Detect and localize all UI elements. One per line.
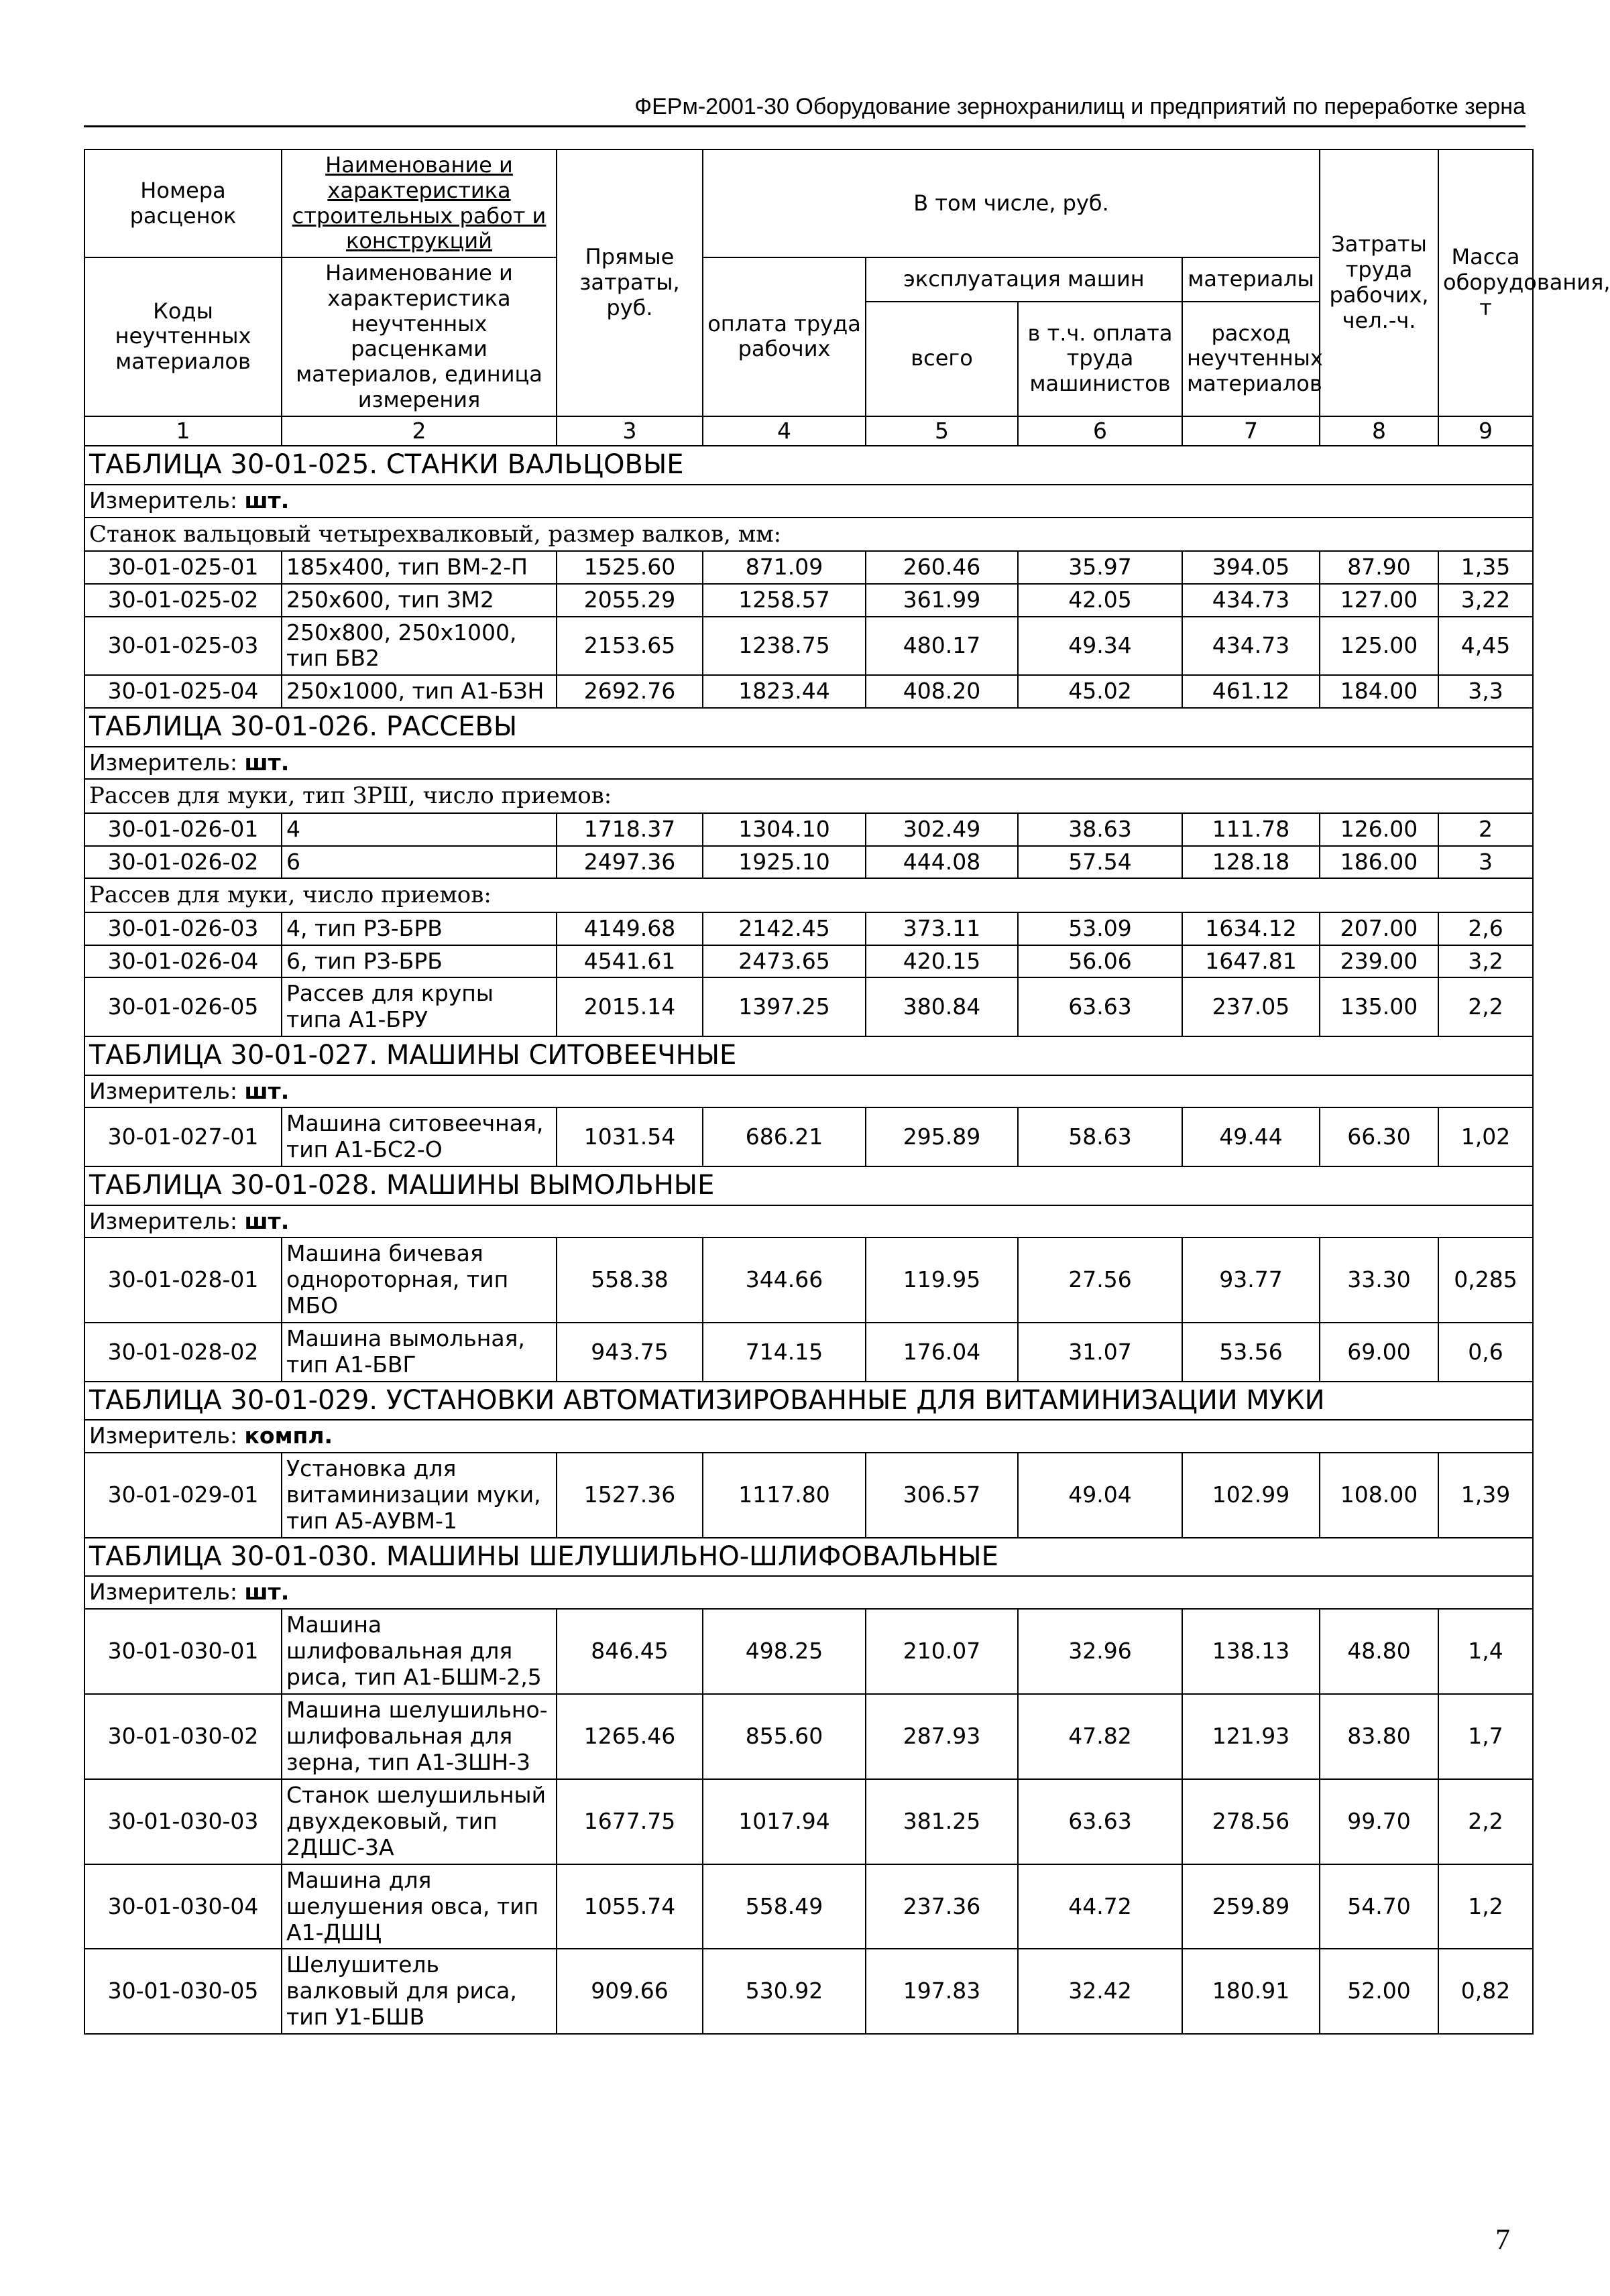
value-c3: 1677.75 (557, 1779, 703, 1864)
column-number: 7 (1182, 416, 1320, 446)
value-c8: 54.70 (1320, 1864, 1438, 1949)
value-c5: 444.08 (866, 846, 1018, 879)
value-c7: 237.05 (1182, 977, 1320, 1036)
value-c5: 306.57 (866, 1453, 1018, 1538)
value-c7: 1634.12 (1182, 912, 1320, 945)
value-c9: 2,6 (1438, 912, 1533, 945)
group-heading-row (84, 518, 1533, 551)
rate-code: 30-01-030-02 (84, 1694, 282, 1779)
value-c5: 361.99 (866, 584, 1018, 617)
section-title-row (84, 708, 1533, 746)
table-row (84, 617, 1533, 676)
value-c6: 32.42 (1018, 1949, 1182, 2034)
table-row (84, 945, 1533, 978)
section-unit (84, 1576, 1533, 1609)
value-c7: 1647.81 (1182, 945, 1320, 978)
column-number: 8 (1320, 416, 1438, 446)
value-c7: 278.56 (1182, 1779, 1320, 1864)
rate-code: 30-01-027-01 (84, 1107, 282, 1166)
work-name: 250х1000, тип А1-БЗН (282, 675, 557, 708)
work-name: Шелушитель валковый для риса, тип У1-БШВ (282, 1949, 557, 2034)
col6-header: в т.ч. оплата труда машинистов (1018, 302, 1182, 416)
value-c6: 47.82 (1018, 1694, 1182, 1779)
value-c5: 480.17 (866, 617, 1018, 676)
col3-header: Прямые затраты, руб. (557, 149, 703, 416)
value-c5: 381.25 (866, 1779, 1018, 1864)
work-name: Машина для шелушения овса, тип А1-ДШЦ (282, 1864, 557, 1949)
table-row (84, 912, 1533, 945)
section-unit (84, 747, 1533, 780)
value-c9: 3 (1438, 846, 1533, 879)
value-c8: 69.00 (1320, 1323, 1438, 1382)
column-number: 1 (84, 416, 282, 446)
value-c7: 121.93 (1182, 1694, 1320, 1779)
value-c6: 53.09 (1018, 912, 1182, 945)
table-row (84, 584, 1533, 617)
col5-header: всего (866, 302, 1018, 416)
value-c6: 56.06 (1018, 945, 1182, 978)
section-title-row (84, 1538, 1533, 1576)
value-c4: 1304.10 (703, 813, 866, 846)
section-title: ТАБЛИЦА 30-01-025. СТАНКИ ВАЛЬЦОВЫЕ (84, 446, 1533, 484)
value-c4: 498.25 (703, 1609, 866, 1694)
value-c7: 180.91 (1182, 1949, 1320, 2034)
rate-code: 30-01-029-01 (84, 1453, 282, 1538)
col1-top-header: Номера расценок (84, 149, 282, 257)
unit-label: Измеритель: (89, 487, 238, 513)
col7-header: расход неучтенных материалов (1182, 302, 1320, 416)
col8-header: Затраты труда рабочих, чел.-ч. (1320, 149, 1438, 416)
section-unit-row (84, 1576, 1533, 1609)
materials-header: материалы (1182, 257, 1320, 302)
unit-label: Измеритель: (89, 1579, 238, 1606)
table-row (84, 1864, 1533, 1949)
section-unit-row (84, 485, 1533, 518)
value-c4: 714.15 (703, 1323, 866, 1382)
section-title-row (84, 1382, 1533, 1420)
value-c5: 380.84 (866, 977, 1018, 1036)
value-c3: 2153.65 (557, 617, 703, 676)
value-c9: 1,4 (1438, 1609, 1533, 1694)
value-c6: 58.63 (1018, 1107, 1182, 1166)
value-c8: 83.80 (1320, 1694, 1438, 1779)
column-number: 6 (1018, 416, 1182, 446)
value-c6: 32.96 (1018, 1609, 1182, 1694)
norms-table (84, 149, 1610, 2035)
work-name: 185х400, тип ВМ-2-П (282, 551, 557, 584)
value-c4: 1017.94 (703, 1779, 866, 1864)
value-c5: 302.49 (866, 813, 1018, 846)
value-c8: 87.90 (1320, 551, 1438, 584)
unit-value: компл. (244, 1423, 333, 1449)
value-c7: 111.78 (1182, 813, 1320, 846)
value-c3: 1031.54 (557, 1107, 703, 1166)
value-c8: 127.00 (1320, 584, 1438, 617)
section-unit-row (84, 1205, 1533, 1238)
value-c8: 239.00 (1320, 945, 1438, 978)
section-title: ТАБЛИЦА 30-01-030. МАШИНЫ ШЕЛУШИЛЬНО-ШЛИФОВАЛЬНЫЕ (84, 1538, 1533, 1576)
value-c7: 93.77 (1182, 1237, 1320, 1323)
unit-value: шт. (244, 1579, 290, 1606)
value-c9: 2,2 (1438, 1779, 1533, 1864)
table-row (84, 675, 1533, 708)
value-c4: 530.92 (703, 1949, 866, 2034)
work-name: 6 (282, 846, 557, 879)
value-c7: 461.12 (1182, 675, 1320, 708)
rate-code: 30-01-030-03 (84, 1779, 282, 1864)
value-c9: 0,6 (1438, 1323, 1533, 1382)
table-row (84, 1323, 1533, 1382)
value-c3: 2497.36 (557, 846, 703, 879)
rate-code: 30-01-030-04 (84, 1864, 282, 1949)
value-c8: 135.00 (1320, 977, 1438, 1036)
value-c3: 1055.74 (557, 1864, 703, 1949)
value-c3: 4149.68 (557, 912, 703, 945)
value-c6: 27.56 (1018, 1237, 1182, 1323)
work-name: Машина шлифовальная для риса, тип А1-БШМ-2,5 (282, 1609, 557, 1694)
col1-bottom-header: Коды неучтенных материалов (84, 257, 282, 416)
value-c4: 686.21 (703, 1107, 866, 1166)
section-title: ТАБЛИЦА 30-01-027. МАШИНЫ СИТОВЕЕЧНЫЕ (84, 1036, 1533, 1075)
value-c9: 4,45 (1438, 617, 1533, 676)
value-c5: 176.04 (866, 1323, 1018, 1382)
work-name: 6, тип РЗ-БРБ (282, 945, 557, 978)
value-c8: 52.00 (1320, 1949, 1438, 2034)
rate-code: 30-01-030-01 (84, 1609, 282, 1694)
work-name: Машина вымольная, тип А1-БВГ (282, 1323, 557, 1382)
unit-value: шт. (244, 1207, 290, 1234)
value-c5: 295.89 (866, 1107, 1018, 1166)
work-name: Станок шелушильный двухдековый, тип 2ДШС-3А (282, 1779, 557, 1864)
value-c8: 48.80 (1320, 1609, 1438, 1694)
value-c6: 31.07 (1018, 1323, 1182, 1382)
rate-code: 30-01-026-05 (84, 977, 282, 1036)
work-name: Машина ситовеечная, тип А1-БС2-О (282, 1107, 557, 1166)
section-unit-row (84, 1075, 1533, 1108)
work-name: Машина шелушильно-шлифовальная для зерна, тип А1-ЗШН-3 (282, 1694, 557, 1779)
value-c6: 49.04 (1018, 1453, 1182, 1538)
unit-label: Измеритель: (89, 1423, 238, 1449)
col9-header: Масса оборудования, т (1438, 149, 1533, 416)
value-c9: 3,22 (1438, 584, 1533, 617)
column-number-row (84, 416, 1533, 446)
value-c9: 1,35 (1438, 551, 1533, 584)
table-row (84, 1949, 1533, 2034)
value-c3: 1525.60 (557, 551, 703, 584)
page-header-title: ФЕРм-2001-30 Оборудование зернохранилищ и предприятий по переработке зерна (634, 94, 1526, 119)
group-heading-row (84, 779, 1533, 812)
section-title: ТАБЛИЦА 30-01-029. УСТАНОВКИ АВТОМАТИЗИРОВАННЫЕ ДЛЯ ВИТАМИНИЗАЦИИ МУКИ (84, 1382, 1533, 1420)
value-c4: 1925.10 (703, 846, 866, 879)
rate-code: 30-01-026-03 (84, 912, 282, 945)
section-unit (84, 1075, 1533, 1108)
col4-header: оплата труда рабочих (703, 257, 866, 416)
value-c9: 3,2 (1438, 945, 1533, 978)
section-title: ТАБЛИЦА 30-01-026. РАССЕВЫ (84, 708, 1533, 746)
rate-code: 30-01-025-02 (84, 584, 282, 617)
value-c9: 0,285 (1438, 1237, 1533, 1323)
value-c7: 128.18 (1182, 846, 1320, 879)
value-c3: 943.75 (557, 1323, 703, 1382)
value-c4: 1238.75 (703, 617, 866, 676)
section-unit (84, 485, 1533, 518)
work-name: 250х600, тип ЗМ2 (282, 584, 557, 617)
value-c4: 1117.80 (703, 1453, 866, 1538)
value-c4: 855.60 (703, 1694, 866, 1779)
value-c8: 184.00 (1320, 675, 1438, 708)
value-c8: 186.00 (1320, 846, 1438, 879)
machines-header: эксплуатация машин (866, 257, 1182, 302)
rate-code: 30-01-025-04 (84, 675, 282, 708)
work-name: Установка для витаминизации муки, тип А5-АУВМ-1 (282, 1453, 557, 1538)
rate-code: 30-01-025-01 (84, 551, 282, 584)
value-c7: 138.13 (1182, 1609, 1320, 1694)
value-c8: 66.30 (1320, 1107, 1438, 1166)
value-c6: 35.97 (1018, 551, 1182, 584)
value-c9: 1,02 (1438, 1107, 1533, 1166)
value-c6: 45.02 (1018, 675, 1182, 708)
value-c9: 1,39 (1438, 1453, 1533, 1538)
column-number: 9 (1438, 416, 1533, 446)
section-unit-row (84, 747, 1533, 780)
value-c4: 1823.44 (703, 675, 866, 708)
value-c5: 408.20 (866, 675, 1018, 708)
group-heading: Станок вальцовый четырехвалковый, размер валков, мм: (84, 518, 1533, 551)
work-name: Машина бичевая однороторная, тип МБО (282, 1237, 557, 1323)
unit-label: Измеритель: (89, 1077, 238, 1104)
value-c3: 558.38 (557, 1237, 703, 1323)
value-c3: 2692.76 (557, 675, 703, 708)
table-row (84, 846, 1533, 879)
table-row (84, 1453, 1533, 1538)
section-unit-row (84, 1420, 1533, 1453)
value-c6: 63.63 (1018, 977, 1182, 1036)
section-title-row (84, 1036, 1533, 1075)
value-c3: 1718.37 (557, 813, 703, 846)
value-c6: 38.63 (1018, 813, 1182, 846)
value-c4: 558.49 (703, 1864, 866, 1949)
value-c8: 33.30 (1320, 1237, 1438, 1323)
value-c3: 1527.36 (557, 1453, 703, 1538)
value-c3: 909.66 (557, 1949, 703, 2034)
unit-label: Измеритель: (89, 749, 238, 776)
value-c9: 3,3 (1438, 675, 1533, 708)
table-row (84, 977, 1533, 1036)
value-c9: 2,2 (1438, 977, 1533, 1036)
unit-value: шт. (244, 749, 290, 776)
table-body (84, 446, 1533, 2034)
table-row (84, 1694, 1533, 1779)
unit-value: шт. (244, 487, 290, 513)
rate-code: 30-01-026-02 (84, 846, 282, 879)
rate-code: 30-01-028-01 (84, 1237, 282, 1323)
value-c7: 259.89 (1182, 1864, 1320, 1949)
value-c7: 49.44 (1182, 1107, 1320, 1166)
group-heading: Рассев для муки, число приемов: (84, 878, 1533, 912)
table-head (84, 149, 1610, 446)
value-c4: 871.09 (703, 551, 866, 584)
value-c7: 434.73 (1182, 584, 1320, 617)
value-c8: 126.00 (1320, 813, 1438, 846)
col2-top-text: Наименование и характеристика строительных работ и конструкций (292, 152, 547, 254)
value-c4: 1258.57 (703, 584, 866, 617)
table-row (84, 1779, 1533, 1864)
value-c6: 63.63 (1018, 1779, 1182, 1864)
work-name: 4 (282, 813, 557, 846)
value-c6: 42.05 (1018, 584, 1182, 617)
value-c8: 108.00 (1320, 1453, 1438, 1538)
value-c6: 57.54 (1018, 846, 1182, 879)
value-c9: 0,82 (1438, 1949, 1533, 2034)
value-c5: 260.46 (866, 551, 1018, 584)
value-c4: 2473.65 (703, 945, 866, 978)
value-c8: 125.00 (1320, 617, 1438, 676)
work-name: Рассев для крупы типа А1-БРУ (282, 977, 557, 1036)
unit-value: шт. (244, 1077, 290, 1104)
col2-top-header (282, 149, 557, 257)
value-c3: 4541.61 (557, 945, 703, 978)
page-number: 7 (1495, 2223, 1510, 2256)
value-c6: 49.34 (1018, 617, 1182, 676)
col2-bottom-header: Наименование и характеристика неучтенных расценками материалов, единица измерения (282, 257, 557, 416)
value-c3: 2055.29 (557, 584, 703, 617)
value-c5: 420.15 (866, 945, 1018, 978)
value-c4: 2142.45 (703, 912, 866, 945)
rate-code: 30-01-026-04 (84, 945, 282, 978)
value-c8: 99.70 (1320, 1779, 1438, 1864)
value-c9: 1,2 (1438, 1864, 1533, 1949)
rate-code: 30-01-028-02 (84, 1323, 282, 1382)
value-c7: 434.73 (1182, 617, 1320, 676)
section-title-row (84, 1166, 1533, 1205)
table-row (84, 1237, 1533, 1323)
value-c7: 53.56 (1182, 1323, 1320, 1382)
value-c3: 846.45 (557, 1609, 703, 1694)
value-c9: 2 (1438, 813, 1533, 846)
rate-code: 30-01-025-03 (84, 617, 282, 676)
value-c7: 102.99 (1182, 1453, 1320, 1538)
column-number: 3 (557, 416, 703, 446)
value-c5: 287.93 (866, 1694, 1018, 1779)
rate-code: 30-01-030-05 (84, 1949, 282, 2034)
value-c5: 119.95 (866, 1237, 1018, 1323)
table-row (84, 1107, 1533, 1166)
value-c8: 207.00 (1320, 912, 1438, 945)
value-c5: 237.36 (866, 1864, 1018, 1949)
value-c3: 1265.46 (557, 1694, 703, 1779)
table-row (84, 813, 1533, 846)
table-row (84, 1609, 1533, 1694)
value-c7: 394.05 (1182, 551, 1320, 584)
incl-header: В том числе, руб. (703, 149, 1320, 257)
column-number: 5 (866, 416, 1018, 446)
work-name: 250х800, 250х1000, тип БВ2 (282, 617, 557, 676)
section-unit (84, 1420, 1533, 1453)
value-c4: 344.66 (703, 1237, 866, 1323)
unit-label: Измеритель: (89, 1207, 238, 1234)
section-unit (84, 1205, 1533, 1238)
value-c9: 1,7 (1438, 1694, 1533, 1779)
table-row (84, 551, 1533, 584)
section-title-row (84, 446, 1533, 484)
value-c3: 2015.14 (557, 977, 703, 1036)
page-header (84, 94, 1526, 127)
group-heading-row (84, 878, 1533, 912)
column-number: 2 (282, 416, 557, 446)
value-c5: 197.83 (866, 1949, 1018, 2034)
value-c5: 210.07 (866, 1609, 1018, 1694)
section-title: ТАБЛИЦА 30-01-028. МАШИНЫ ВЫМОЛЬНЫЕ (84, 1166, 1533, 1205)
column-number: 4 (703, 416, 866, 446)
group-heading: Рассев для муки, тип ЗРШ, число приемов: (84, 779, 1533, 812)
rate-code: 30-01-026-01 (84, 813, 282, 846)
work-name: 4, тип РЗ-БРВ (282, 912, 557, 945)
value-c6: 44.72 (1018, 1864, 1182, 1949)
value-c5: 373.11 (866, 912, 1018, 945)
value-c4: 1397.25 (703, 977, 866, 1036)
